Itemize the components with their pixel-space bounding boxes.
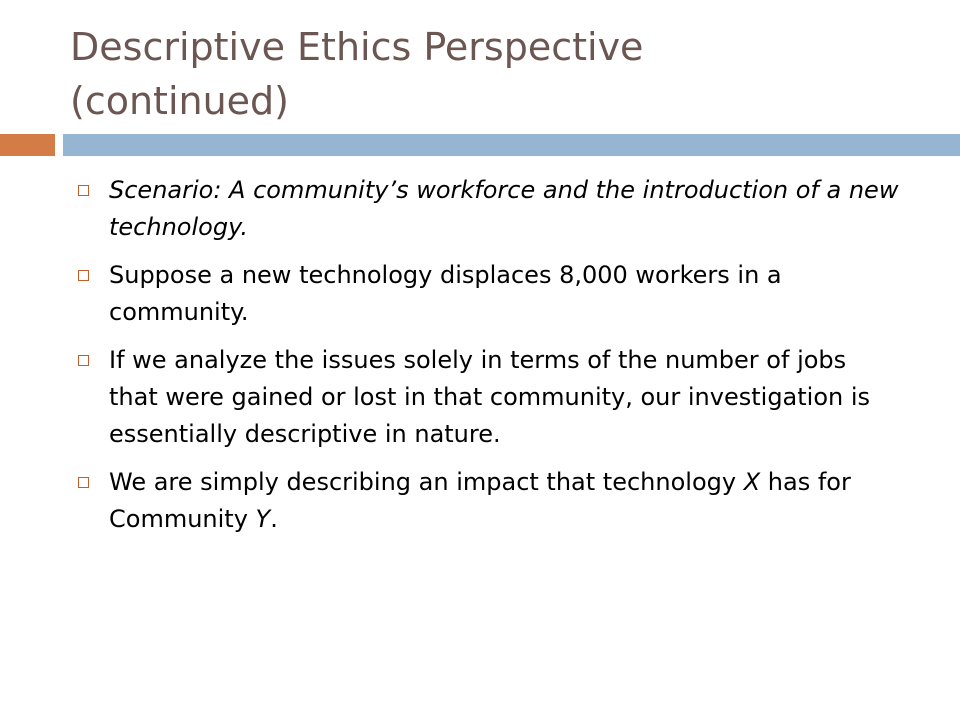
bullet-item-analysis — [72, 342, 902, 453]
bullet-list — [72, 172, 902, 549]
square-bullet-icon — [78, 185, 89, 196]
bullet-text: If we analyze the issues solely in terms of the number of jobs that were gained or lost in that community, our investigation is essentially descriptive in nature. — [109, 346, 871, 448]
title-underline-accent-blue — [63, 134, 960, 156]
scenario-text: A community’s workforce and the introduction of a new technology. — [109, 176, 899, 241]
slide-title-line-2: (continued) — [70, 79, 290, 123]
square-bullet-icon — [78, 477, 89, 488]
community-variable-y: Y — [255, 505, 271, 533]
bullet-item-describing — [72, 464, 902, 538]
bullet-text: Suppose a new technology displaces 8,000 workers in a community. — [109, 261, 782, 326]
scenario-label: Scenario: — [109, 176, 222, 204]
slide-title — [70, 20, 930, 128]
bullet-text-end: . — [270, 505, 278, 533]
bullet-item-scenario — [72, 172, 902, 246]
bullet-text-middle: has for Community — [109, 468, 851, 533]
technology-variable-x: X — [743, 468, 761, 496]
square-bullet-icon — [78, 270, 89, 281]
bullet-item-displacement — [72, 257, 902, 331]
square-bullet-icon — [78, 355, 89, 366]
slide-title-line-1: Descriptive Ethics Perspective — [70, 25, 644, 69]
bullet-text-before: We are simply describing an impact that technology — [109, 468, 744, 496]
title-underline-accent-orange — [0, 134, 55, 156]
